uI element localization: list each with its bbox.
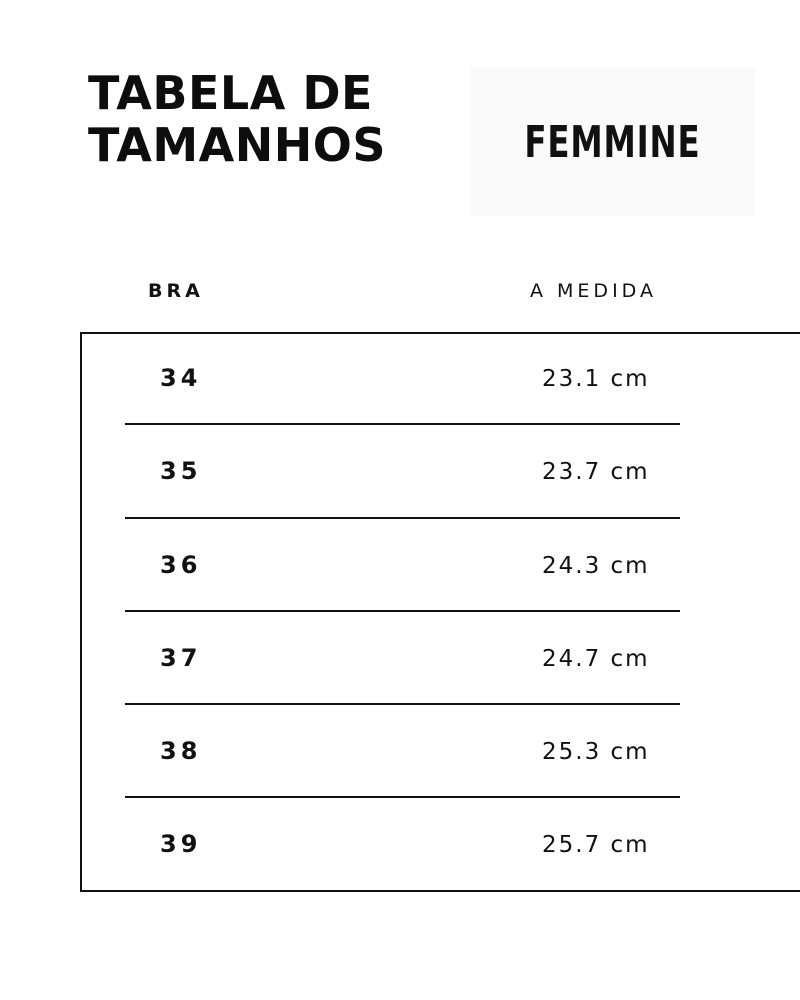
brand-name: FEMMINE <box>524 116 701 168</box>
column-header-bra: BRA <box>148 280 204 302</box>
table-row <box>80 798 800 891</box>
brand-logo-box <box>470 68 755 216</box>
column-header-medida: A MEDIDA <box>530 280 657 302</box>
document-header <box>0 60 800 225</box>
cell-size: 34 <box>160 364 202 392</box>
table-row <box>80 332 800 425</box>
cell-size: 37 <box>160 643 202 672</box>
cell-size: 39 <box>160 830 202 859</box>
cell-measure: 25.7 cm <box>542 832 650 859</box>
cell-size: 38 <box>160 737 202 766</box>
size-table <box>80 332 800 892</box>
table-row <box>80 612 800 705</box>
cell-size: 35 <box>160 457 202 486</box>
cell-measure: 24.3 cm <box>542 552 650 579</box>
cell-measure: 23.1 cm <box>542 366 650 392</box>
cell-size: 36 <box>160 550 202 579</box>
page-title: TABELA DE TAMANHOS <box>88 66 387 172</box>
cell-measure: 23.7 cm <box>542 459 650 486</box>
table-column-headings <box>0 280 800 316</box>
table-row <box>80 425 800 518</box>
table-row <box>80 705 800 798</box>
table-row <box>80 519 800 612</box>
cell-measure: 24.7 cm <box>542 645 650 672</box>
cell-measure: 25.3 cm <box>542 739 650 766</box>
